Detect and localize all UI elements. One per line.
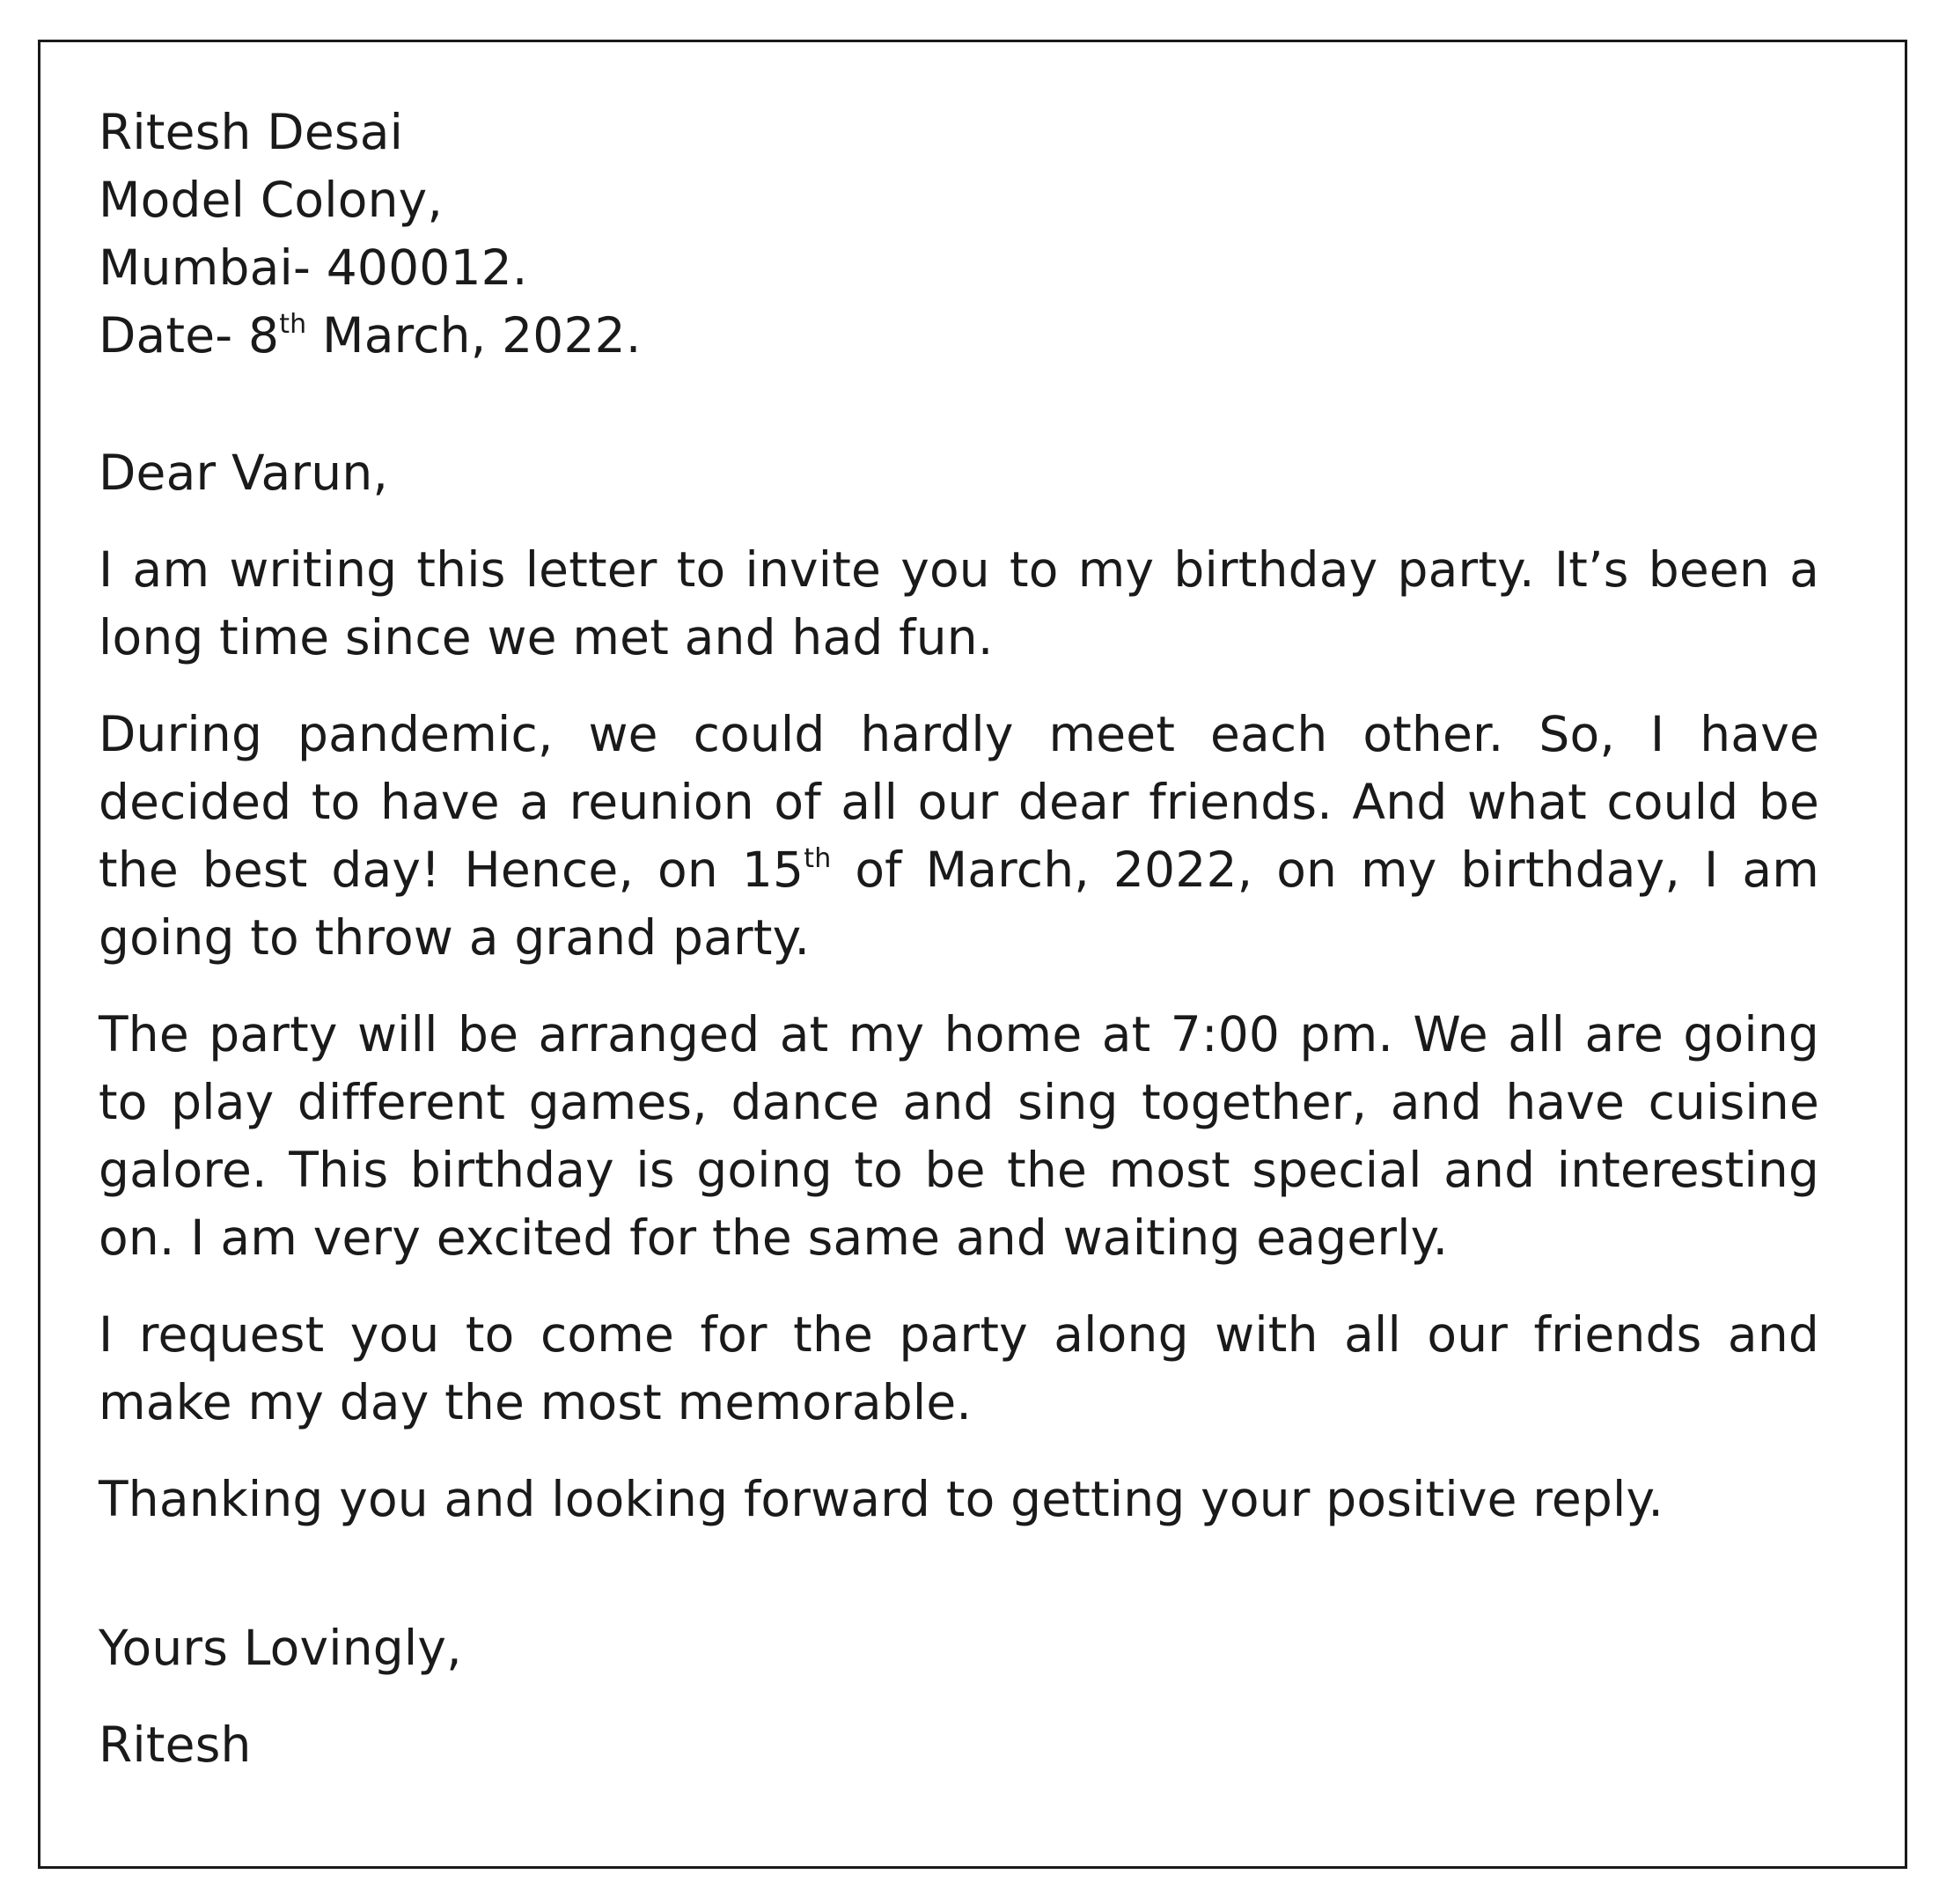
paragraph-thanks: Thanking you and looking forward to getting your positive reply. — [99, 1471, 1664, 1527]
paragraph-reunion-end: of March, 2022, on my birthday, I am going to throw a grand party. — [99, 842, 1819, 966]
signature: Ritesh — [99, 1717, 252, 1773]
letter-date — [99, 302, 1819, 370]
reunion-date-ordinal: th — [804, 843, 832, 874]
paragraph-request: I request you to come for the party along with all our friends and make my day the most memorable. — [99, 1306, 1819, 1430]
sender-address — [99, 99, 1819, 370]
paragraph-reunion — [99, 701, 1819, 972]
closing: Yours Lovingly, — [99, 1620, 462, 1676]
date-ordinal: th — [279, 309, 307, 340]
date-suffix: March, 2022. — [306, 307, 642, 364]
sender-street: Model Colony, — [99, 172, 444, 228]
letter-body — [99, 99, 1819, 1779]
sender-city: Mumbai- 400012. — [99, 239, 528, 296]
paragraph-invitation: I am writing this letter to invite you to my birthday party. It’s been a long time since we met and had fun. — [99, 541, 1819, 665]
paragraph-party-details: The party will be arranged at my home at 7:00 pm. We all are going to play different games, dance and sing together, and have cuisine galore. This birthday is going to be the most special and interesting on. I am very excited for the same and waiting eagerly. — [99, 1006, 1819, 1266]
salutation: Dear Varun, — [99, 445, 389, 501]
sender-name: Ritesh Desai — [99, 104, 404, 160]
date-prefix: Date- 8 — [99, 307, 280, 364]
paragraph-reunion-start: During pandemic, we could hardly meet each other. So, I have decided to have a reunion of all our dear friends. And what could be the best day! Hence, on 15 — [99, 706, 1819, 898]
